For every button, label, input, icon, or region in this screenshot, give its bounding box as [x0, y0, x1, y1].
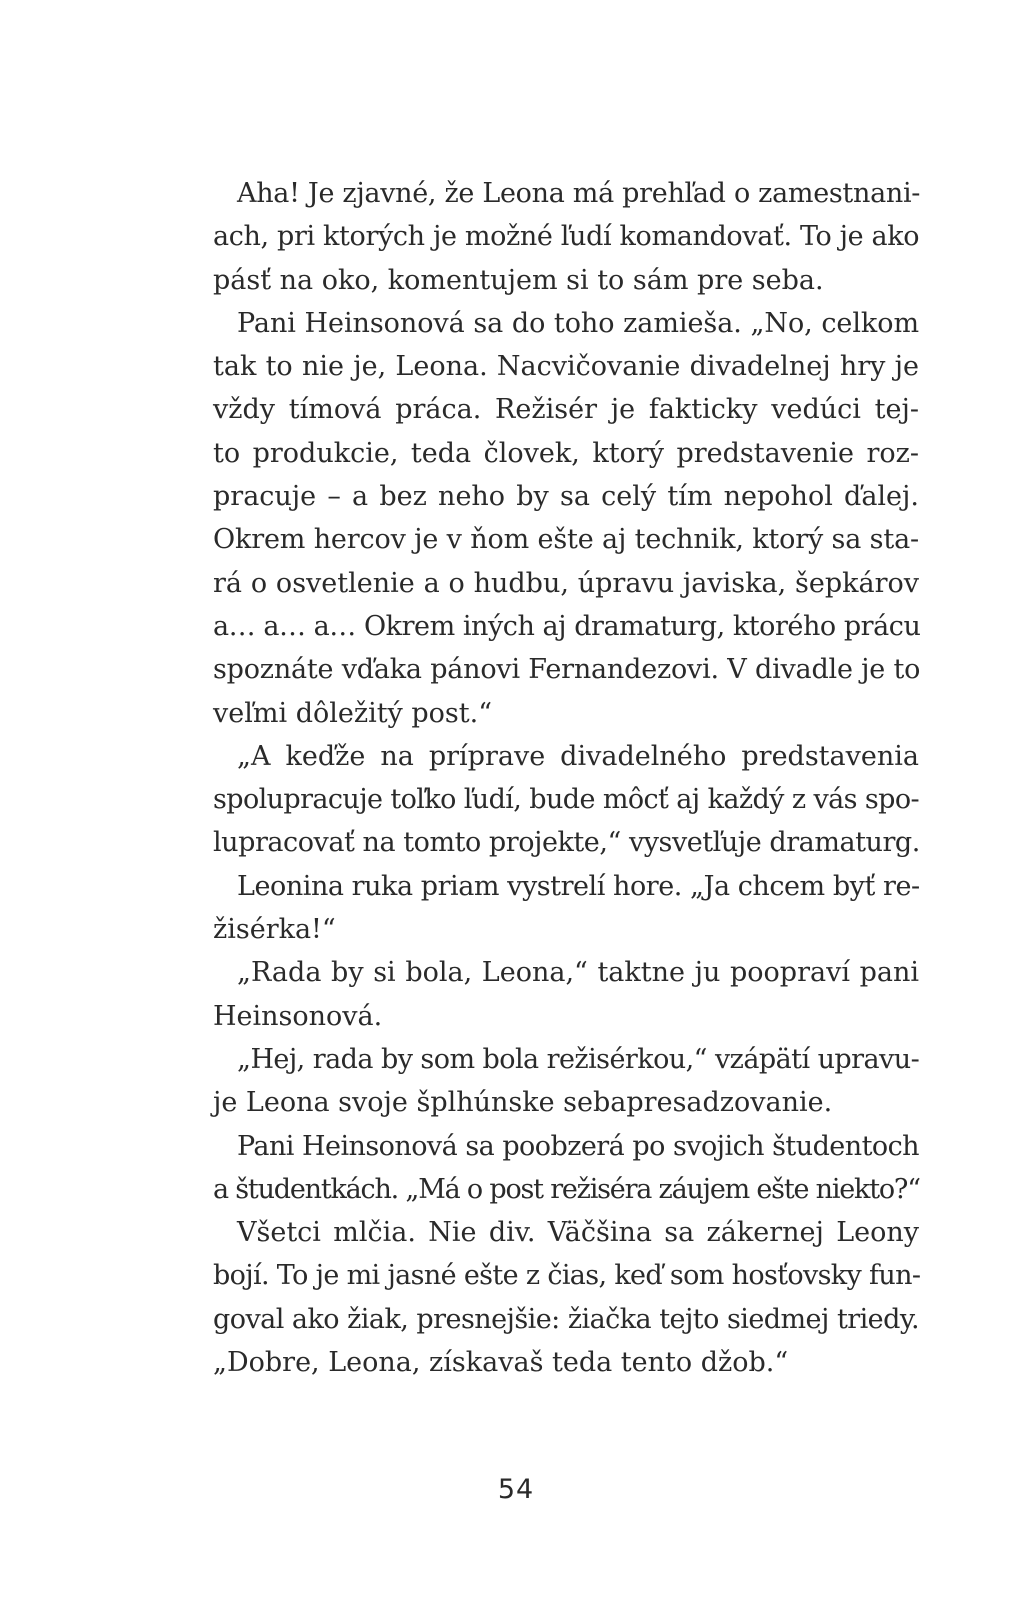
text-line: Pani Heinsonová sa poobzerá po svojich študentoch — [237, 1130, 919, 1162]
text-line: bojí. To je mi jasné ešte z čias, keď som hosťovsky fun- — [213, 1260, 921, 1292]
text-line: pásť na oko, komentujem si to sám pre seba. — [213, 264, 824, 296]
text-line: „Hej, rada by som bola režisérkou,“ vzápätí upravu- — [237, 1043, 920, 1075]
text-line: „A keďže na príprave divadelného predstavenia — [237, 740, 919, 772]
text-line: „Rada by si bola, Leona,“ taktne ju poopraví pani — [237, 957, 919, 989]
text-line: Všetci mlčia. Nie div. Väčšina sa zákernej Leony — [237, 1217, 919, 1249]
text-line: Heinsonová. — [213, 1000, 383, 1032]
text-line: spoznáte vďaka pánovi Fernandezovi. V divadle je to — [213, 654, 921, 686]
text-line: a študentkách. „Má o post režiséra záujem ešte niekto?“ — [213, 1173, 920, 1205]
text-line: veľmi dôležitý post.“ — [213, 697, 493, 729]
text-line: lupracovať na tomto projekte,“ vysvetľuje dramaturg. — [213, 827, 920, 859]
body-text — [213, 172, 919, 1384]
text-line: „Dobre, Leona, získavaš teda tento džob.“ — [213, 1347, 789, 1379]
text-line: to produkcie, teda človek, ktorý predstavenie roz- — [213, 437, 919, 469]
text-line: tak to nie je, Leona. Nacvičovanie divadelnej hry je — [213, 351, 919, 383]
text-line: spolupracuje toľko ľudí, bude môcť aj každý z vás spo- — [213, 784, 919, 816]
text-line: a… a… a… Okrem iných aj dramaturg, ktorého prácu — [213, 610, 921, 642]
text-line: vždy tímová práca. Režisér je fakticky vedúci tej- — [213, 394, 919, 426]
text-line: Pani Heinsonová sa do toho zamieša. „No, celkom — [237, 307, 919, 339]
text-line: žisérka!“ — [213, 914, 336, 946]
text-line: ach, pri ktorých je možné ľudí komandovať. To je ako — [213, 221, 920, 253]
text-line: rá o osvetlenie a o hudbu, úpravu javiska, šepkárov — [213, 567, 919, 599]
text-line: Okrem hercov je v ňom ešte aj technik, ktorý sa sta- — [213, 524, 919, 556]
text-line: je Leona svoje šplhúnske sebapresadzovanie. — [213, 1087, 833, 1119]
text-line: goval ako žiak, presnejšie: žiačka tejto siedmej triedy. — [213, 1303, 919, 1335]
text-line: pracuje – a bez neho by sa celý tím nepohol ďalej. — [213, 481, 919, 513]
page-number: 54 — [497, 1474, 535, 1505]
text-line: Leonina ruka priam vystrelí hore. „Ja chcem byť re- — [237, 870, 920, 902]
text-line: Aha! Je zjavné, že Leona má prehľad o zamestnani- — [237, 178, 921, 209]
